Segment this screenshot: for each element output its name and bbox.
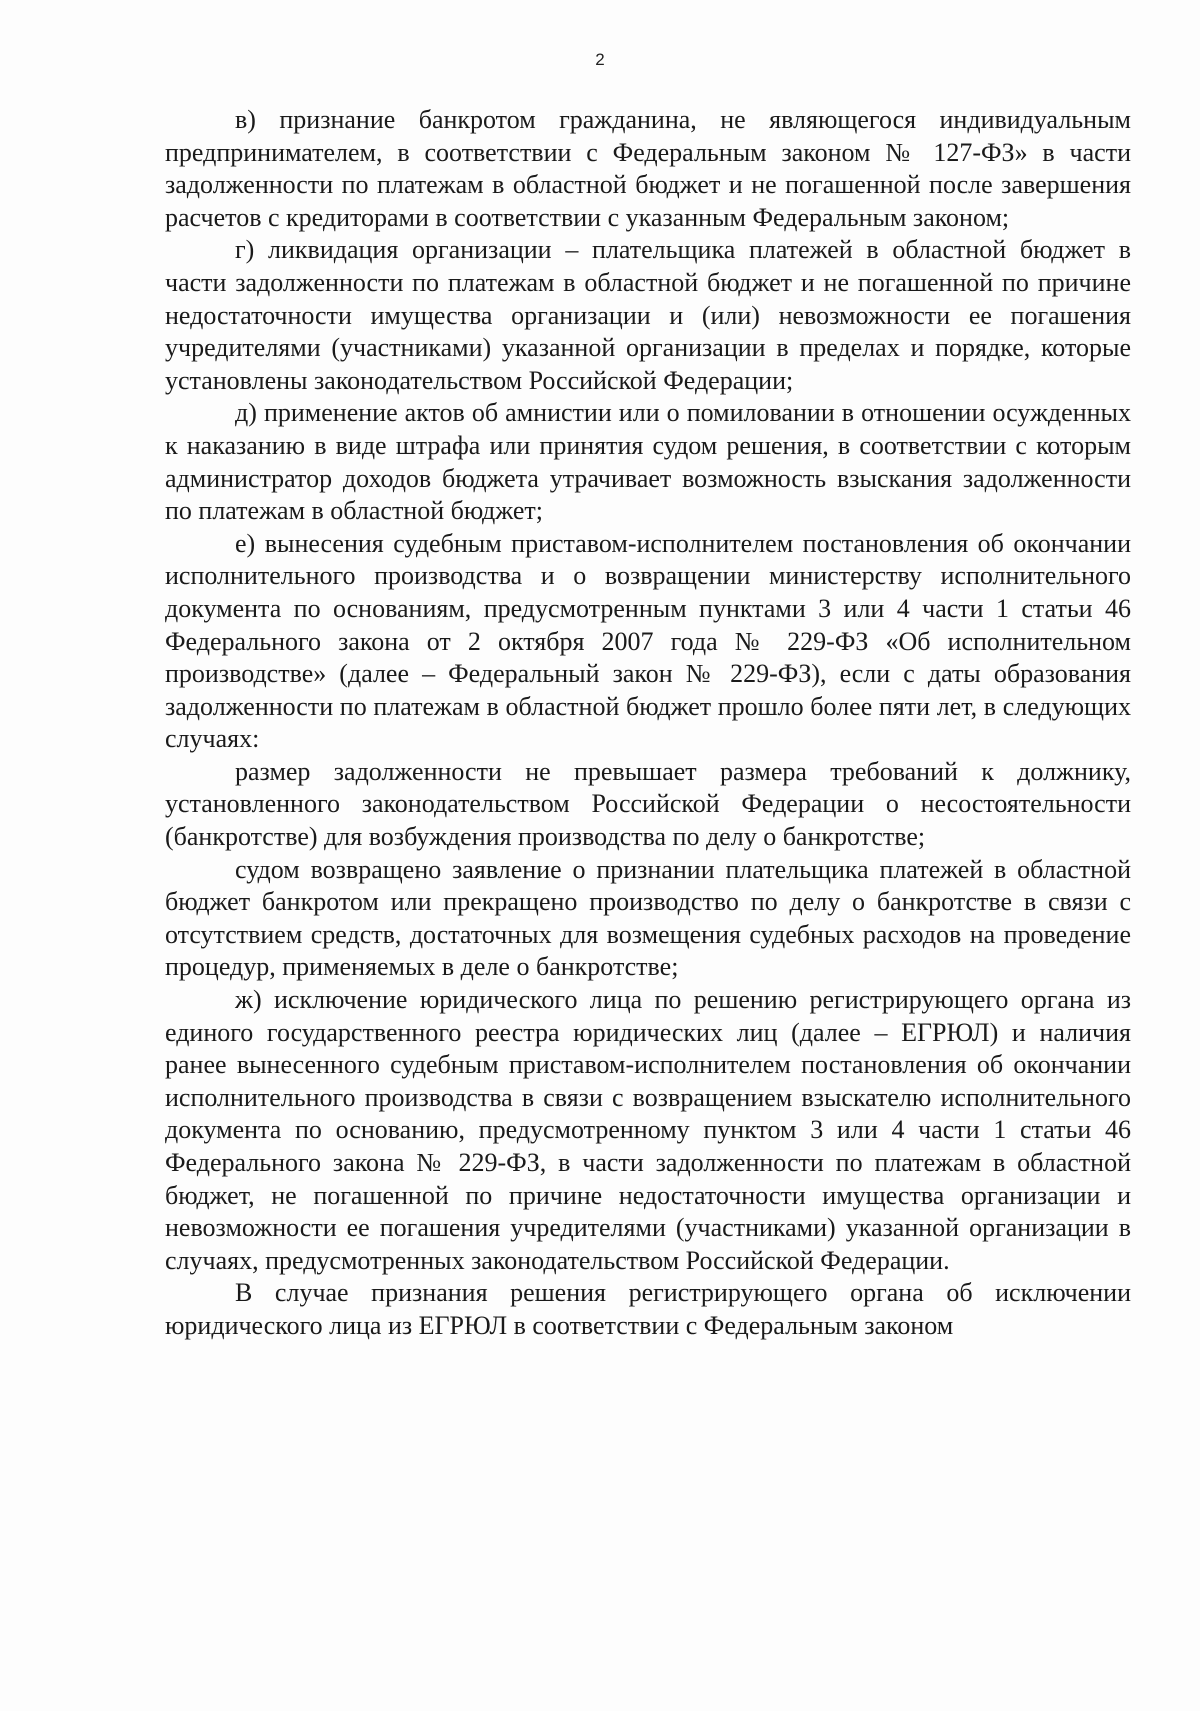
paragraph-v-bankruptcy-citizen: в) признание банкротом гражданина, не являющегося индивидуальным предпринимателем, в соответствии с Федеральным законом № 127-ФЗ» в части задолженности по платежам в областной бюджет и не погашенной после завершения расчетов с кредиторами в соответствии с указанным Федеральным законом; [165,105,1131,232]
paragraph-debt-amount: размер задолженности не превышает размера требований к должнику, установленного законодательством Российской Федерации о несостоятельности (банкротстве) для возбуждения производства по делу о банкротстве; [165,756,1131,852]
page-number: 2 [595,50,605,69]
paragraph-egrul-decision: В случае признания решения регистрирующего органа об исключении юридического лица из ЕГРЮЛ в соответствии с Федеральным законом [165,1278,1131,1340]
paragraph-zh-egrul-exclusion: ж) исключение юридического лица по решению регистрирующего органа из единого государственного реестра юридических лиц (далее – ЕГРЮЛ) и наличия ранее вынесенного судебным приставом-исполнителем постановления об окончании исполнительного производства в связи с возвращением взыскателю исполнительного документа по основанию, предусмотренному пунктом 3 или 4 части 1 статьи 46 Федерального закона № 229-ФЗ, в части задолженности по платежам в областной бюджет, не погашенной по причине недостаточности имущества организации и невозможности ее погашения учредителями (участниками) указанной организации в случаях, предусмотренных законодательством Российской Федерации. [165,985,1131,1275]
document-body [165,104,1131,1343]
paragraph-court-returned: судом возвращено заявление о признании плательщика платежей в областной бюджет банкротом или прекращено производство по делу о банкротстве в связи с отсутствием средств, достаточных для возмещения судебных расходов на проведение процедур, применяемых в деле о банкротстве; [165,854,1131,982]
paragraph-g-liquidation: г) ликвидация организации – плательщика платежей в областной бюджет в части задолженности по платежам в областной бюджет и не погашенной по причине недостаточности имущества организации и (или) невозможности ее погашения учредителями (участниками) указанной организации в пределах и порядке, которые установлены законодательством Российской Федерации; [165,235,1131,395]
paragraph-d-amnesty: д) применение актов об амнистии или о помиловании в отношении осужденных к наказанию в виде штрафа или принятия судом решения, в соответствии с которым администратор доходов бюджета утрачивает возможность взыскания задолженности по платежам в областной бюджет; [165,398,1131,526]
paragraph-e-bailiff-resolution: е) вынесения судебным приставом-исполнителем постановления об окончании исполнительного производства и о возвращении министерству исполнительного документа по основаниям, предусмотренным пунктами 3 или 4 части 1 статьи 46 Федерального закона от 2 октября 2007 года № 229-ФЗ «Об исполнительном производстве» (далее – Федеральный закон № 229-ФЗ), если с даты образования задолженности по платежам в областной бюджет прошло более пяти лет, в следующих случаях: [165,528,1131,754]
